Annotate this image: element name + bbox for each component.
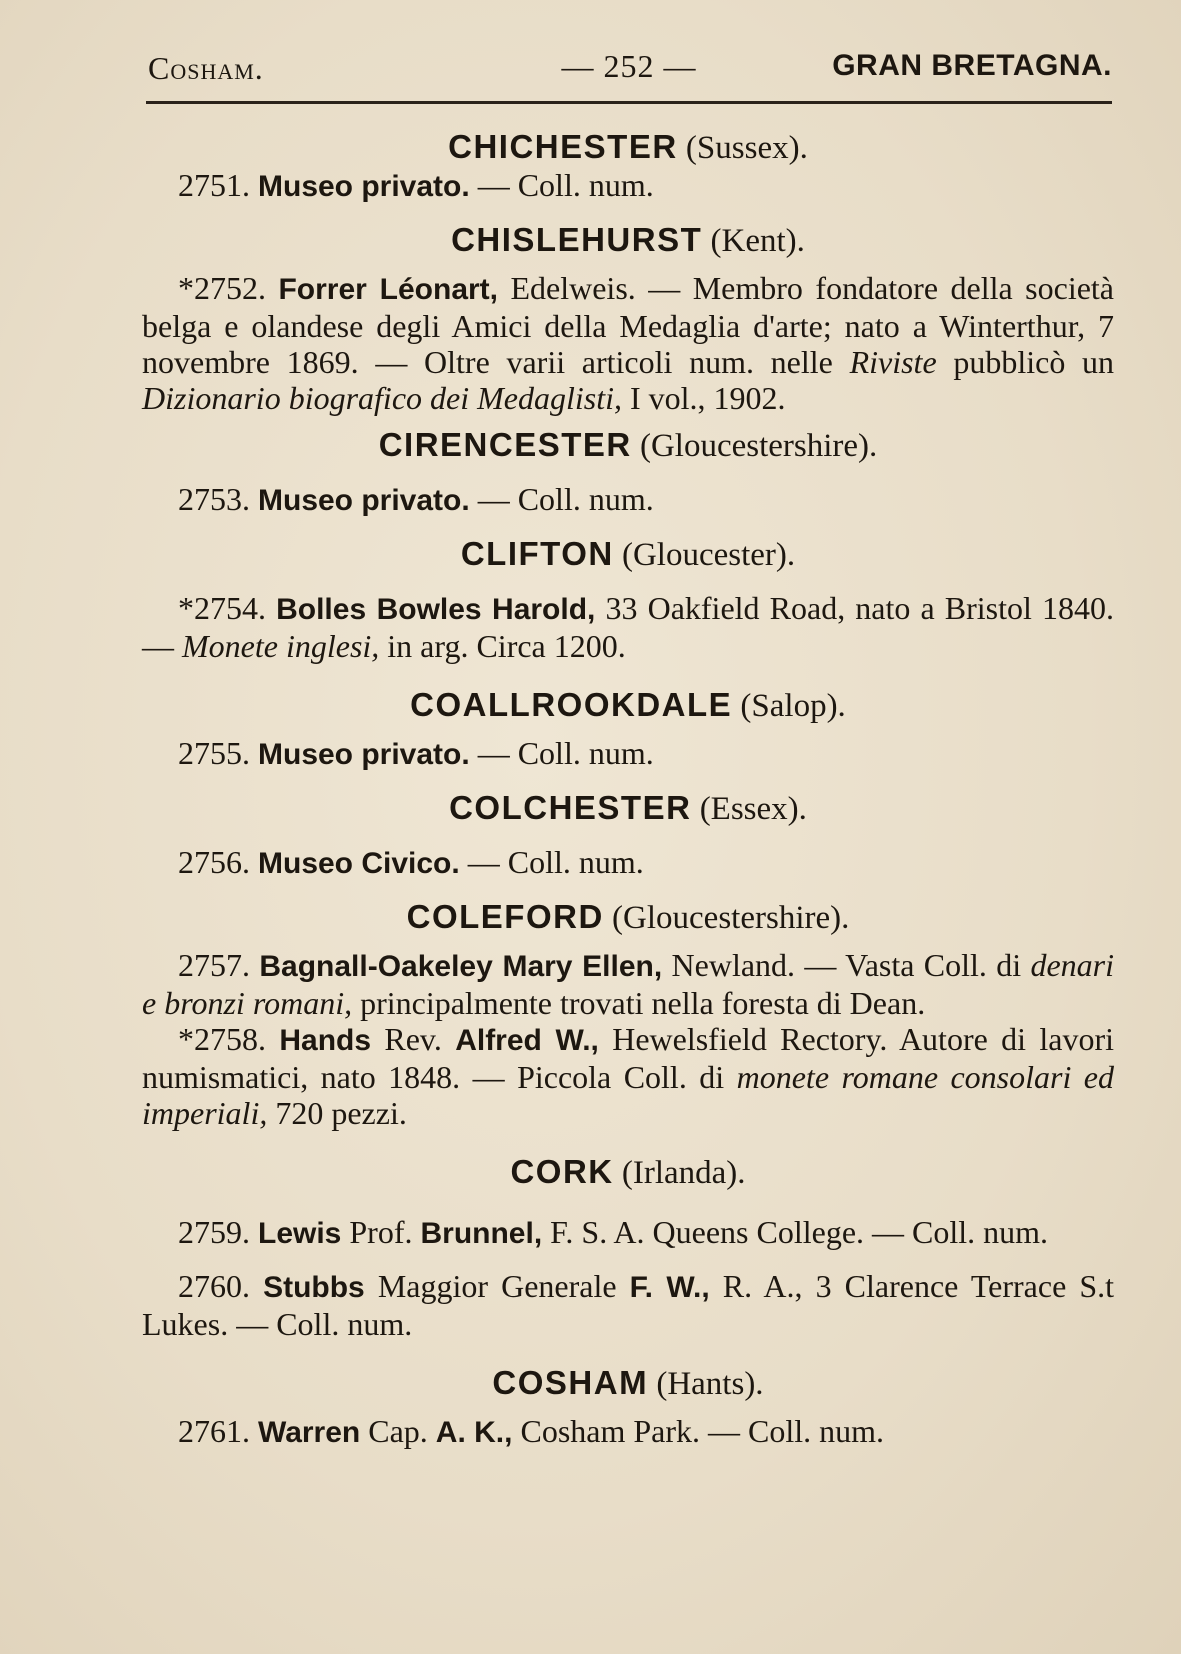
city-name: CHISLEHURST	[451, 221, 703, 258]
entry-name: Brunnel,	[420, 1217, 543, 1250]
entry-number: *2752.	[178, 270, 279, 306]
entry-italic: Dizionario biografico dei Medaglisti,	[142, 380, 622, 416]
entry-text: F. S. A. Queens College. — Coll. num.	[542, 1214, 1049, 1250]
entry-text: in arg. Circa 1200.	[379, 628, 626, 664]
entry	[142, 481, 1114, 519]
entry-number: *2758.	[178, 1021, 280, 1057]
city-heading	[142, 898, 1114, 937]
entry-text: principalmente trovati nella foresta di Dean.	[352, 985, 926, 1021]
entry-italic: denari e bronzi romani,	[142, 947, 1115, 1021]
page-number: — 252 —	[561, 48, 697, 84]
city-region: (Gloucester).	[621, 537, 796, 573]
entry-number: 2760.	[178, 1268, 264, 1304]
entry-name: Bolles Bowles Harold,	[276, 593, 596, 626]
entry-text: — Coll. num.	[469, 167, 654, 203]
city-heading	[142, 128, 1114, 167]
city-name: CLIFTON	[460, 535, 614, 572]
city-region: (Salop).	[740, 688, 846, 724]
entry-text: Edelweis. — Membro fondatore della società belga e olandese degli Amici della Medaglia d'arte; nato a Winterthur, 7 novembre 1869. — Oltre varii articoli num. nelle	[142, 270, 1114, 380]
entry-text: R. A., 3 Clarence Terrace S.t Lukes. — Coll. num.	[142, 1268, 1115, 1342]
entry-text: — Coll. num.	[469, 481, 654, 517]
entry-text: 720 pezzi.	[267, 1095, 407, 1131]
entry-name: Museo Civico.	[258, 847, 460, 880]
city-heading	[142, 221, 1114, 260]
entry-name: Hands	[279, 1024, 372, 1057]
page-content	[142, 128, 1114, 1451]
entry-text: 33 Oakfield Road, nato a Bristol 1840. —	[142, 590, 1115, 664]
city-name: CHICHESTER	[448, 128, 678, 165]
entry	[142, 1268, 1114, 1342]
entry-number: 2759.	[178, 1214, 258, 1250]
entry-name: Stubbs	[263, 1271, 365, 1304]
entry-name: Alfred W.,	[455, 1024, 599, 1057]
entry-text: pubblicò un	[936, 344, 1115, 380]
entry-number: 2755.	[178, 735, 258, 771]
city-region: (Gloucestershire).	[612, 900, 850, 936]
entry-italic: monete romane consolari ed imperiali,	[142, 1059, 1115, 1131]
entry-italic: Monete inglesi,	[182, 628, 380, 664]
entry-text: — Coll. num.	[469, 735, 654, 771]
city-region: (Hants).	[656, 1366, 764, 1402]
entry-name: Museo privato.	[258, 484, 470, 517]
entry	[142, 270, 1114, 416]
city-region: (Kent).	[710, 223, 805, 259]
entry-number: 2756.	[178, 844, 258, 880]
city-region: (Essex).	[699, 791, 807, 827]
entry	[142, 167, 1114, 205]
entry-number: 2753.	[178, 481, 258, 517]
city-heading	[142, 686, 1114, 725]
entry	[142, 1214, 1114, 1252]
header-rule	[146, 101, 1112, 104]
entry-name: Forrer Léonart,	[278, 273, 498, 306]
running-header	[146, 44, 1112, 92]
entry-name: Museo privato.	[258, 170, 470, 203]
entry	[142, 1413, 1114, 1451]
city-region: (Sussex).	[685, 130, 808, 166]
entry-name: Lewis	[258, 1217, 342, 1250]
entry-italic: Riviste	[849, 344, 937, 380]
city-region: (Gloucestershire).	[639, 428, 878, 464]
header-left: Cosham.	[148, 50, 264, 86]
city-name: CIRENCESTER	[378, 426, 632, 463]
city-heading	[142, 789, 1114, 828]
city-heading	[142, 1153, 1114, 1192]
city-heading	[142, 426, 1114, 465]
entry	[142, 735, 1114, 773]
city-name: CORK	[510, 1153, 614, 1190]
city-name: COALLROOKDALE	[410, 686, 733, 723]
entry-number: 2757.	[178, 947, 260, 983]
city-region: (Irlanda).	[621, 1155, 746, 1191]
city-name: COSHAM	[492, 1364, 649, 1401]
entry	[142, 1021, 1114, 1131]
entry-text: Newland. — Vasta Coll. di	[662, 947, 1031, 983]
entry-name: Warren	[258, 1416, 361, 1449]
city-name: COLCHESTER	[449, 789, 692, 826]
entry-text: Maggior Generale	[364, 1268, 630, 1304]
entry-text: Rev.	[371, 1021, 456, 1057]
entry-name: Bagnall-Oakeley Mary Ellen,	[259, 950, 663, 983]
entry-name: Museo privato.	[258, 738, 470, 771]
entry-text: Prof.	[341, 1214, 421, 1250]
entry-text: Cosham Park. — Coll. num.	[512, 1413, 885, 1449]
entry-number: *2754.	[178, 590, 277, 626]
entry-name: F. W.,	[629, 1271, 710, 1304]
entry-number: 2761.	[178, 1413, 258, 1449]
entry-text: Cap.	[360, 1413, 436, 1449]
city-heading	[142, 535, 1114, 574]
entry-text: Hewelsfield Rectory. Autore di lavori numismatici, nato 1848. — Piccola Coll. di	[142, 1021, 1115, 1095]
header-right: GRAN BRETAGNA.	[832, 49, 1112, 82]
entry	[142, 844, 1114, 882]
entry-text: I vol., 1902.	[621, 380, 786, 416]
entry	[142, 947, 1114, 1021]
entry-number: 2751.	[178, 167, 258, 203]
entry-text: — Coll. num.	[459, 844, 644, 880]
city-name: COLEFORD	[406, 898, 604, 935]
entry-name: A. K.,	[435, 1416, 513, 1449]
city-heading	[142, 1364, 1114, 1403]
entry	[142, 590, 1114, 664]
